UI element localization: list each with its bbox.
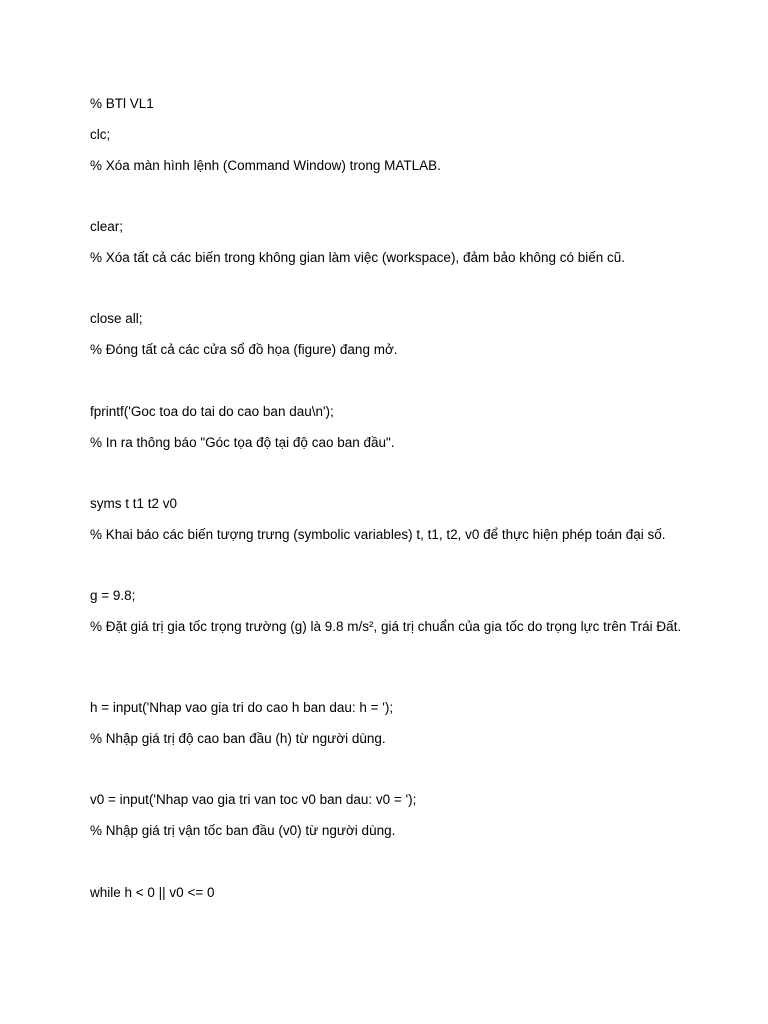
code-line-input-h: h = input('Nhap vao gia tri do cao h ban dau: h = ');: [90, 700, 394, 715]
code-line-g: g = 9.8;: [90, 588, 136, 603]
code-line-close-all: close all;: [90, 311, 143, 326]
code-comment-close-all: % Đóng tất cả các cửa sổ đồ họa (figure) đang mở.: [90, 342, 398, 357]
code-comment-clc: % Xóa màn hình lệnh (Command Window) trong MATLAB.: [90, 158, 441, 173]
code-comment-title: % BTl VL1: [90, 96, 154, 111]
code-comment-input-v0: % Nhập giá trị vận tốc ban đầu (v0) từ người dùng.: [90, 823, 396, 838]
code-line-syms: syms t t1 t2 v0: [90, 496, 178, 511]
code-comment-input-h: % Nhập giá trị độ cao ban đầu (h) từ người dùng.: [90, 731, 386, 746]
code-comment-clear: % Xóa tất cả các biến trong không gian làm việc (workspace), đảm bảo không có biến cũ.: [90, 250, 626, 265]
code-comment-syms: % Khai báo các biến tượng trưng (symbolic variables) t, t1, t2, v0 để thực hiện phép toán đại số.: [90, 527, 666, 542]
code-line-while: while h < 0 || v0 <= 0: [90, 885, 215, 900]
code-line-fprintf: fprintf('Goc toa do tai do cao ban dau\n');: [90, 404, 334, 419]
code-comment-fprintf: % In ra thông báo "Góc tọa độ tại độ cao ban đầu".: [90, 435, 395, 450]
code-line-clc: clc;: [90, 127, 111, 142]
code-comment-g: % Đặt giá trị gia tốc trọng trường (g) là 9.8 m/s², giá trị chuẩn của gia tốc do trọng lực trên Trái Đất.: [90, 619, 682, 634]
code-line-input-v0: v0 = input('Nhap vao gia tri van toc v0 ban dau: v0 = ');: [90, 792, 417, 807]
code-line-clear: clear;: [90, 219, 124, 234]
